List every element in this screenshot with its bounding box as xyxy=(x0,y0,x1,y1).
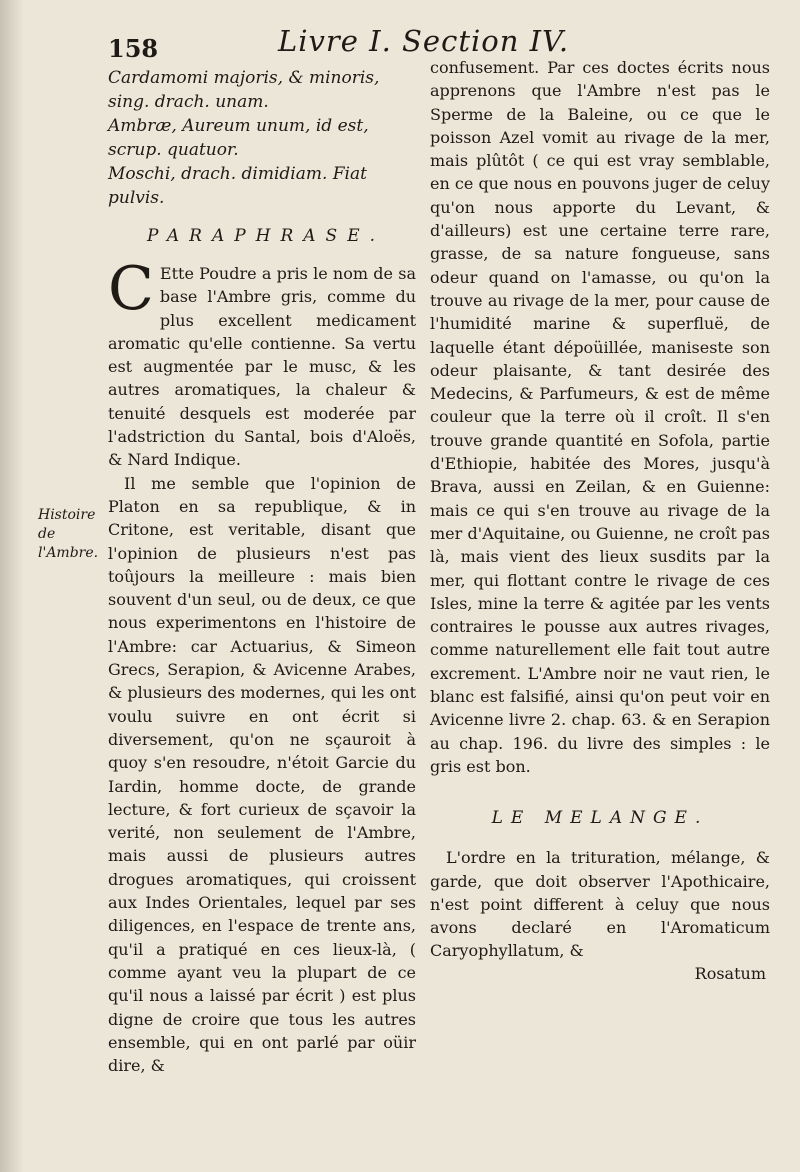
melange-paragraph: L'ordre en la trituration, mélange, & garde, que doit observer l'Apothicaire, n'est point different à celuy que nous avons declaré en l'Aromaticum Caryophyllatum, & xyxy=(430,848,770,961)
margin-note: Histoire de l'Ambre. xyxy=(38,507,99,561)
drop-cap: C xyxy=(108,254,154,324)
paraphrase-heading: PARAPHRASE. xyxy=(146,226,386,246)
recipe-formula: Cardamomi majoris, & minoris, sing. drach. unam. Ambræ, Aureum unum, id est, scrup. quatuor. Moschi, drach. dimidiam. Fiat pulvis. xyxy=(108,68,380,208)
page-number: 158 xyxy=(108,34,159,63)
catchword: Rosatum xyxy=(694,963,766,983)
paraphrase-paragraph-1-text: Ette Poudre a pris le nom de sa base l'Ambre gris, comme du plus excellent medicament aromatic qu'elle contienne. Sa vertu est augmentée par le musc, & les autres aromatiques, la chaleur & tenuité desquels est moderée par l'adstriction du Santal, bois d'Aloës, & Nard Indique. xyxy=(108,264,416,470)
paraphrase-paragraph-2: Il me semble que l'opinion de Platon en sa republique, & in Critone, est veritable, disant que l'opinion de plusieurs n'est pas toûjours la meilleure : mais bien souvent d'un seul, ou de deux, ce que nous experimentons en l'histoire de l'Ambre: car Actuarius, & Simeon Grecs, Serapion, & Avicenne Arabes, & plusieurs des modernes, qui les ont voulu suivre en ont écrit si diversement, qu'on ne sçauroit à quoy s'en resoudre, n'étoit Garcie du Iardin, homme docte, de grande lecture, & fort curieux de sçavoir la verité, non seulement de l'Ambre, mais aussi de plusieurs autres drogues aromatiques, qui croissent aux Indes Orientales, lequel par ses diligences, en l'espace de trente ans, qu'il a pratiqué en ces lieux-là, ( comme ayant veu la plupart de ce qu'il nous a laissé par écrit ) est plus digne de croire que tous les autres ensemble, qui en ont parlé par oüir dire, & xyxy=(108,473,416,1076)
ambre-paragraph: confusement. Par ces doctes écrits nous apprenons que l'Ambre n'est pas le Sperme de la Baleine, ou ce que le poisson Azel vomit au rivage de la mer, mais plûtôt ( ce qui est vray semblable, en ce que nous en pouvons juger de celuy qu'on nous apporte du Levant, & d'ailleurs) est une certaine terre rare, grasse, de sa nature fongueuse, sans odeur quand on l'amasse, ou qu'on la trouve au rivage de la mer, pour cause de l'humidité marine & superfluë, de laquelle étant dépoüillée, maniseste son odeur plaisante, & tant desirée des Medecins, & Parfumeurs, & est de même couleur que la terre où il croît. Il s'en trouve grande quantité en Sofola, partie d'Ethiopie, habitée des Mores, jusqu'à Brava, aussi en Zeilan, & en Guienne: mais ce qui s'en trouve au rivage de la mer d'Aquitaine, ou Guienne, ne croît pas là, mais vient des lieux susdits par la mer, qui flottant contre le rivage de ces Isles, mine la terre & agitée par les vents contraires le pousse aux autres rivages, comme naturellement elle fait tout autre excrement. L'Ambre noir ne vaut rien, le blanc est falsifié, ainsi qu'on peut voir en Avicenne livre 2. chap. 63. & en Serapion au chap. 196. du livre des simples : le gris est bon. xyxy=(430,58,770,776)
left-column xyxy=(108,66,416,1077)
right-column xyxy=(430,56,770,985)
melange-heading: LE MELANGE. xyxy=(491,808,709,829)
paraphrase-paragraph-1 xyxy=(108,254,416,472)
running-title: Livre I. Section IV. xyxy=(278,24,570,58)
page-gutter-shadow xyxy=(0,0,24,1172)
